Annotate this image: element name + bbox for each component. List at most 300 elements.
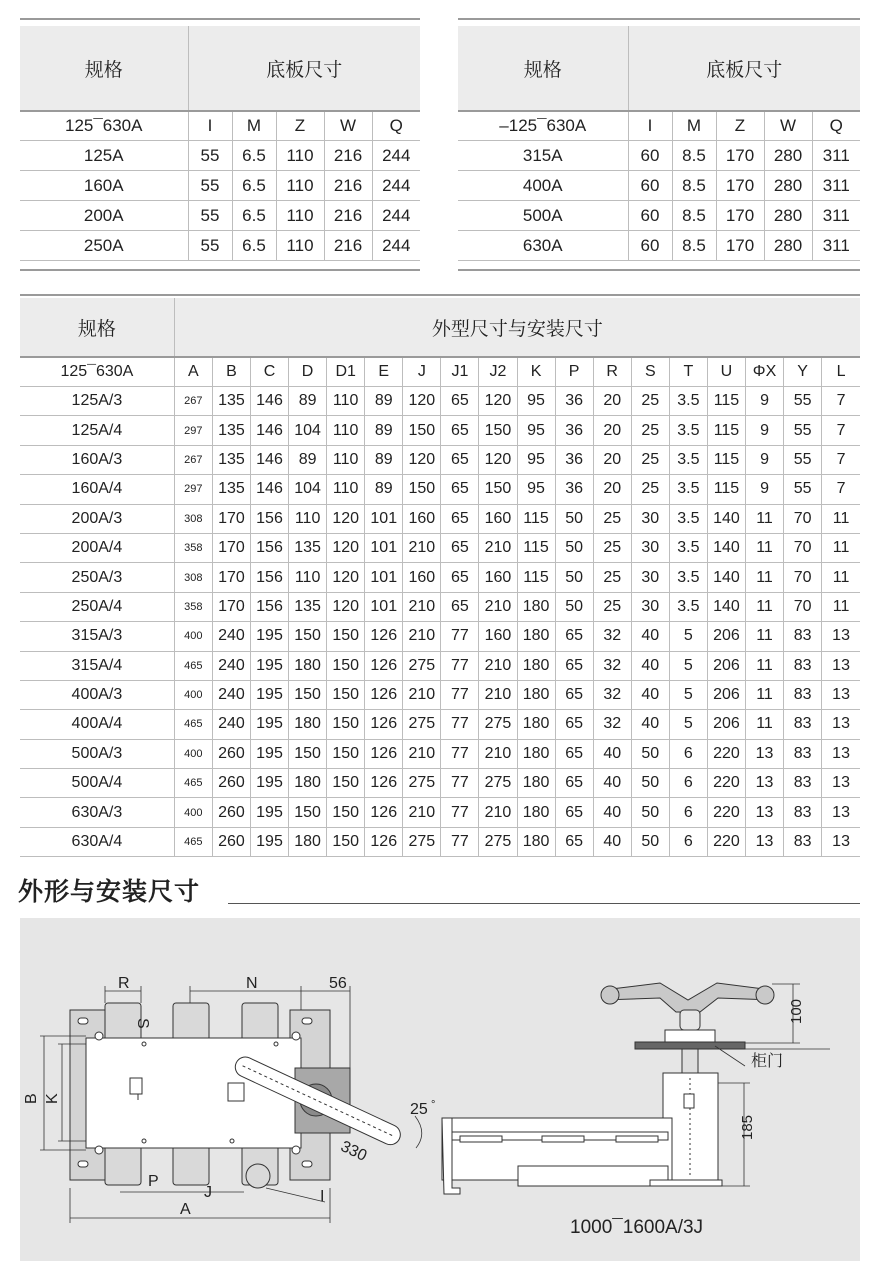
table-row <box>20 387 860 416</box>
table-cell: 40 <box>593 827 631 856</box>
table-cell: 150 <box>289 680 327 709</box>
table-cell: 25 <box>593 563 631 592</box>
table-cell: 11 <box>745 533 783 562</box>
table-row <box>20 798 860 827</box>
table-cell: 311 <box>812 141 860 171</box>
table-cell: 210 <box>479 798 517 827</box>
table-cell: 275 <box>479 769 517 798</box>
subheader-range: 125¯630A <box>20 357 174 387</box>
table-cell: 8.5 <box>672 171 716 201</box>
table-cell: 30 <box>631 533 669 562</box>
table-cell: 3.5 <box>669 592 707 621</box>
table-cell: 156 <box>250 563 288 592</box>
table-row <box>20 680 860 709</box>
group-header: 底板尺寸 <box>628 26 860 111</box>
table-cell: 260 <box>212 739 250 768</box>
column-header-3: Z <box>276 111 324 141</box>
table-cell: 170 <box>212 504 250 533</box>
table-cell: 220 <box>707 769 745 798</box>
table-cell: 170 <box>212 563 250 592</box>
table-cell: 180 <box>517 651 555 680</box>
spec-header: 规格 <box>458 26 628 111</box>
a-dimension-cell: 308 <box>174 504 212 533</box>
table-cell: 25 <box>593 592 631 621</box>
table-cell: 170 <box>716 231 764 261</box>
table-cell: 216 <box>324 231 372 261</box>
dim-K: K <box>44 1093 61 1104</box>
table-cell: 120 <box>403 387 441 416</box>
column-header-7: J <box>403 357 441 387</box>
table-cell: 170 <box>716 201 764 231</box>
table-cell: 220 <box>707 739 745 768</box>
group-header: 底板尺寸 <box>188 26 420 111</box>
column-header-4: D <box>289 357 327 387</box>
table-cell: 83 <box>784 739 822 768</box>
table-cell: 101 <box>365 563 403 592</box>
dim-A: A <box>180 1201 191 1218</box>
table-cell: 95 <box>517 445 555 474</box>
table-row <box>20 827 860 856</box>
table-cell: 36 <box>555 416 593 445</box>
table-cell: 32 <box>593 710 631 739</box>
table-cell: 120 <box>327 592 365 621</box>
a-dimension-cell: 267 <box>174 445 212 474</box>
table-cell: 240 <box>212 710 250 739</box>
table-cell: 65 <box>441 592 479 621</box>
table-cell: 180 <box>289 651 327 680</box>
a-dimension-cell: 465 <box>174 769 212 798</box>
table-cell: 260 <box>212 827 250 856</box>
table-cell: 89 <box>365 445 403 474</box>
table-cell: 65 <box>555 680 593 709</box>
row-spec: 125A/4 <box>20 416 174 445</box>
table-cell: 65 <box>555 769 593 798</box>
table-cell: 220 <box>707 827 745 856</box>
table-cell: 135 <box>212 387 250 416</box>
row-spec: 500A/4 <box>20 769 174 798</box>
table-cell: 11 <box>745 592 783 621</box>
row-spec: 400A/4 <box>20 710 174 739</box>
table-cell: 150 <box>479 475 517 504</box>
table-cell: 275 <box>479 827 517 856</box>
table-cell: 140 <box>707 592 745 621</box>
table-cell: 13 <box>822 680 860 709</box>
column-header-3: C <box>250 357 288 387</box>
table-cell: 77 <box>441 680 479 709</box>
table-cell: 150 <box>327 827 365 856</box>
table-cell: 83 <box>784 622 822 651</box>
table-cell: 6 <box>669 798 707 827</box>
table-cell: 150 <box>289 739 327 768</box>
a-dimension-cell: 465 <box>174 710 212 739</box>
table-cell: 210 <box>479 592 517 621</box>
table-cell: 3.5 <box>669 533 707 562</box>
table-cell: 6.5 <box>232 171 276 201</box>
table-cell: 83 <box>784 710 822 739</box>
table-cell: 135 <box>212 475 250 504</box>
table-cell: 115 <box>517 504 555 533</box>
subheader-range: 125¯630A <box>20 111 188 141</box>
section-title: 外形与安装尺寸 <box>18 878 201 906</box>
table-cell: 3.5 <box>669 416 707 445</box>
table-cell: 83 <box>784 827 822 856</box>
column-header-4: W <box>764 111 812 141</box>
table-cell: 89 <box>289 387 327 416</box>
table-cell: 8.5 <box>672 201 716 231</box>
a-dimension-cell: 400 <box>174 798 212 827</box>
table-row <box>20 416 860 445</box>
baseplate-table-125-250 <box>20 26 420 261</box>
table-cell: 70 <box>784 592 822 621</box>
row-spec: 630A <box>458 231 628 261</box>
table-cell: 180 <box>289 710 327 739</box>
table-cell: 89 <box>365 416 403 445</box>
dim-P: P <box>148 1173 159 1190</box>
table-row <box>20 445 860 474</box>
table-cell: 40 <box>593 739 631 768</box>
table-cell: 150 <box>327 680 365 709</box>
table-cell: 13 <box>745 798 783 827</box>
table-cell: 311 <box>812 201 860 231</box>
table-cell: 110 <box>289 504 327 533</box>
table-cell: 40 <box>631 710 669 739</box>
column-header-5: Q <box>812 111 860 141</box>
table-row <box>20 710 860 739</box>
table-cell: 7 <box>822 475 860 504</box>
table-cell: 206 <box>707 680 745 709</box>
table-cell: 126 <box>365 769 403 798</box>
table-cell: 50 <box>631 798 669 827</box>
row-spec: 125A <box>20 141 188 171</box>
table-cell: 32 <box>593 680 631 709</box>
table-cell: 7 <box>822 387 860 416</box>
table-row <box>20 201 420 231</box>
column-header-13: S <box>631 357 669 387</box>
table-cell: 275 <box>403 769 441 798</box>
row-spec: 315A <box>458 141 628 171</box>
table2-top-rule <box>458 18 860 20</box>
table-cell: 195 <box>250 710 288 739</box>
table-cell: 13 <box>822 710 860 739</box>
table-cell: 180 <box>517 710 555 739</box>
table-cell: 160 <box>479 563 517 592</box>
table-cell: 9 <box>745 416 783 445</box>
table-cell: 156 <box>250 504 288 533</box>
table-cell: 3.5 <box>669 475 707 504</box>
table-cell: 206 <box>707 651 745 680</box>
table-cell: 110 <box>327 416 365 445</box>
row-spec: 630A/3 <box>20 798 174 827</box>
table-cell: 150 <box>327 798 365 827</box>
table-cell: 180 <box>289 827 327 856</box>
table-cell: 110 <box>276 171 324 201</box>
table-cell: 25 <box>631 416 669 445</box>
dim-100: 100 <box>788 998 805 1024</box>
column-header-2: B <box>212 357 250 387</box>
table-cell: 60 <box>628 141 672 171</box>
table-cell: 126 <box>365 622 403 651</box>
table-cell: 6 <box>669 739 707 768</box>
table-row <box>20 475 860 504</box>
table-cell: 83 <box>784 798 822 827</box>
table-cell: 115 <box>517 563 555 592</box>
table-cell: 210 <box>479 739 517 768</box>
table-cell: 60 <box>628 171 672 201</box>
table-cell: 210 <box>403 798 441 827</box>
table-cell: 110 <box>276 201 324 231</box>
table-cell: 77 <box>441 651 479 680</box>
table-cell: 160 <box>479 504 517 533</box>
table-cell: 65 <box>555 710 593 739</box>
table-cell: 156 <box>250 533 288 562</box>
table-cell: 126 <box>365 680 403 709</box>
table-cell: 25 <box>631 445 669 474</box>
table-cell: 77 <box>441 769 479 798</box>
table-cell: 195 <box>250 739 288 768</box>
dim-B: B <box>23 1093 40 1104</box>
table-cell: 5 <box>669 651 707 680</box>
table-cell: 101 <box>365 592 403 621</box>
table-cell: 135 <box>212 445 250 474</box>
dim-I: I <box>320 1188 325 1205</box>
table-cell: 11 <box>745 651 783 680</box>
table-cell: 50 <box>631 827 669 856</box>
table-cell: 115 <box>517 533 555 562</box>
table-cell: 120 <box>479 387 517 416</box>
table-cell: 6.5 <box>232 201 276 231</box>
dim-185: 185 <box>739 1114 756 1140</box>
table-cell: 110 <box>276 141 324 171</box>
table-row <box>20 651 860 680</box>
table-cell: 206 <box>707 622 745 651</box>
table-cell: 55 <box>784 475 822 504</box>
table-cell: 110 <box>327 445 365 474</box>
table-cell: 50 <box>555 504 593 533</box>
table-cell: 13 <box>822 739 860 768</box>
table-cell: 36 <box>555 445 593 474</box>
table-cell: 126 <box>365 827 403 856</box>
table-cell: 65 <box>441 475 479 504</box>
column-header-1: A <box>174 357 212 387</box>
table1-bottom-rule <box>20 269 420 271</box>
table-cell: 240 <box>212 651 250 680</box>
row-spec: 315A/4 <box>20 651 174 680</box>
table-cell: 280 <box>764 201 812 231</box>
table-cell: 13 <box>822 651 860 680</box>
column-header-2: M <box>232 111 276 141</box>
table-cell: 140 <box>707 533 745 562</box>
table-cell: 5 <box>669 680 707 709</box>
dim-N: N <box>246 975 258 992</box>
table-row <box>20 141 420 171</box>
table-cell: 60 <box>628 231 672 261</box>
table-cell: 280 <box>764 231 812 261</box>
dim-56: 56 <box>329 975 347 992</box>
table-cell: 146 <box>250 475 288 504</box>
table-cell: 89 <box>365 387 403 416</box>
column-header-10: K <box>517 357 555 387</box>
table-cell: 210 <box>403 622 441 651</box>
dim-R: R <box>118 975 130 992</box>
dim-S: S <box>134 1018 151 1029</box>
table-cell: 7 <box>822 445 860 474</box>
table-cell: 65 <box>441 504 479 533</box>
table-cell: 65 <box>441 445 479 474</box>
column-header-17: Y <box>784 357 822 387</box>
table-cell: 120 <box>327 533 365 562</box>
table-cell: 115 <box>707 416 745 445</box>
table-cell: 210 <box>403 533 441 562</box>
row-spec: 250A/4 <box>20 592 174 621</box>
table-cell: 275 <box>479 710 517 739</box>
dimension-drawing-panel <box>20 918 860 1261</box>
table-cell: 50 <box>631 769 669 798</box>
table-cell: 210 <box>479 680 517 709</box>
table-cell: 180 <box>289 769 327 798</box>
row-spec: 400A <box>458 171 628 201</box>
table-cell: 77 <box>441 710 479 739</box>
section-rule <box>228 903 860 904</box>
table-cell: 95 <box>517 387 555 416</box>
table-cell: 8.5 <box>672 141 716 171</box>
table-cell: 210 <box>403 592 441 621</box>
table-cell: 65 <box>555 622 593 651</box>
table-cell: 83 <box>784 769 822 798</box>
dimension-drawing <box>20 918 860 1261</box>
a-dimension-cell: 400 <box>174 622 212 651</box>
table-cell: 20 <box>593 475 631 504</box>
column-header-8: J1 <box>441 357 479 387</box>
table-cell: 150 <box>289 798 327 827</box>
table-cell: 244 <box>372 201 420 231</box>
table-cell: 150 <box>327 651 365 680</box>
table-cell: 40 <box>631 622 669 651</box>
table-cell: 311 <box>812 231 860 261</box>
table2-bottom-rule <box>458 269 860 271</box>
table-cell: 150 <box>327 739 365 768</box>
table-cell: 180 <box>517 592 555 621</box>
table-cell: 11 <box>822 533 860 562</box>
table-cell: 50 <box>555 563 593 592</box>
a-dimension-cell: 400 <box>174 680 212 709</box>
table-cell: 180 <box>517 827 555 856</box>
table-row <box>20 739 860 768</box>
table-cell: 30 <box>631 504 669 533</box>
table-cell: 180 <box>517 798 555 827</box>
table-cell: 195 <box>250 680 288 709</box>
table-cell: 240 <box>212 622 250 651</box>
table-cell: 311 <box>812 171 860 201</box>
table-cell: 280 <box>764 171 812 201</box>
table-row <box>20 563 860 592</box>
table-cell: 195 <box>250 798 288 827</box>
table-cell: 55 <box>188 201 232 231</box>
table-cell: 150 <box>289 622 327 651</box>
table-cell: 36 <box>555 387 593 416</box>
table-row <box>20 592 860 621</box>
row-spec: 125A/3 <box>20 387 174 416</box>
table-cell: 135 <box>289 592 327 621</box>
table-cell: 50 <box>555 592 593 621</box>
table-cell: 40 <box>593 769 631 798</box>
table-cell: 65 <box>555 739 593 768</box>
table-cell: 70 <box>784 504 822 533</box>
table-cell: 104 <box>289 475 327 504</box>
table-cell: 55 <box>784 416 822 445</box>
table-cell: 65 <box>555 651 593 680</box>
table-cell: 5 <box>669 710 707 739</box>
column-header-1: I <box>188 111 232 141</box>
table-cell: 260 <box>212 798 250 827</box>
table-cell: 3.5 <box>669 563 707 592</box>
row-spec: 250A <box>20 231 188 261</box>
table-cell: 5 <box>669 622 707 651</box>
side-view-dimension-lines <box>715 984 830 1186</box>
column-header-14: T <box>669 357 707 387</box>
table-cell: 126 <box>365 710 403 739</box>
table-cell: 6.5 <box>232 231 276 261</box>
column-header-15: U <box>707 357 745 387</box>
table-cell: 3.5 <box>669 504 707 533</box>
table-cell: 146 <box>250 416 288 445</box>
column-header-6: E <box>365 357 403 387</box>
table-cell: 195 <box>250 827 288 856</box>
column-header-16: ΦX <box>745 357 783 387</box>
table-cell: 180 <box>517 769 555 798</box>
a-dimension-cell: 465 <box>174 651 212 680</box>
table-cell: 25 <box>631 387 669 416</box>
table-cell: 110 <box>327 475 365 504</box>
table-cell: 115 <box>707 445 745 474</box>
table-cell: 110 <box>327 387 365 416</box>
table-row <box>458 231 860 261</box>
a-dimension-cell: 358 <box>174 533 212 562</box>
table-cell: 275 <box>403 651 441 680</box>
table-row <box>20 533 860 562</box>
table-cell: 13 <box>822 769 860 798</box>
table-cell: 210 <box>403 680 441 709</box>
table-cell: 135 <box>289 533 327 562</box>
table-cell: 20 <box>593 387 631 416</box>
table-cell: 83 <box>784 651 822 680</box>
table-cell: 77 <box>441 622 479 651</box>
a-dimension-cell: 297 <box>174 475 212 504</box>
spec-header: 规格 <box>20 26 188 111</box>
table-cell: 170 <box>212 533 250 562</box>
table-cell: 65 <box>441 563 479 592</box>
table-cell: 135 <box>212 416 250 445</box>
a-dimension-cell: 358 <box>174 592 212 621</box>
table-cell: 6 <box>669 827 707 856</box>
table-cell: 220 <box>707 798 745 827</box>
table-cell: 160 <box>479 622 517 651</box>
row-spec: 160A/4 <box>20 475 174 504</box>
drawing-caption: 1000¯1600A/3J <box>570 1217 704 1238</box>
table-cell: 195 <box>250 769 288 798</box>
table-cell: 83 <box>784 680 822 709</box>
table-cell: 195 <box>250 651 288 680</box>
table-cell: 126 <box>365 739 403 768</box>
switch-side-view <box>442 983 774 1194</box>
table-row <box>20 504 860 533</box>
row-spec: 200A/3 <box>20 504 174 533</box>
table-cell: 244 <box>372 231 420 261</box>
table-cell: 95 <box>517 475 555 504</box>
table3-top-rule <box>20 294 860 296</box>
a-dimension-cell: 465 <box>174 827 212 856</box>
table-cell: 55 <box>784 387 822 416</box>
column-header-9: J2 <box>479 357 517 387</box>
